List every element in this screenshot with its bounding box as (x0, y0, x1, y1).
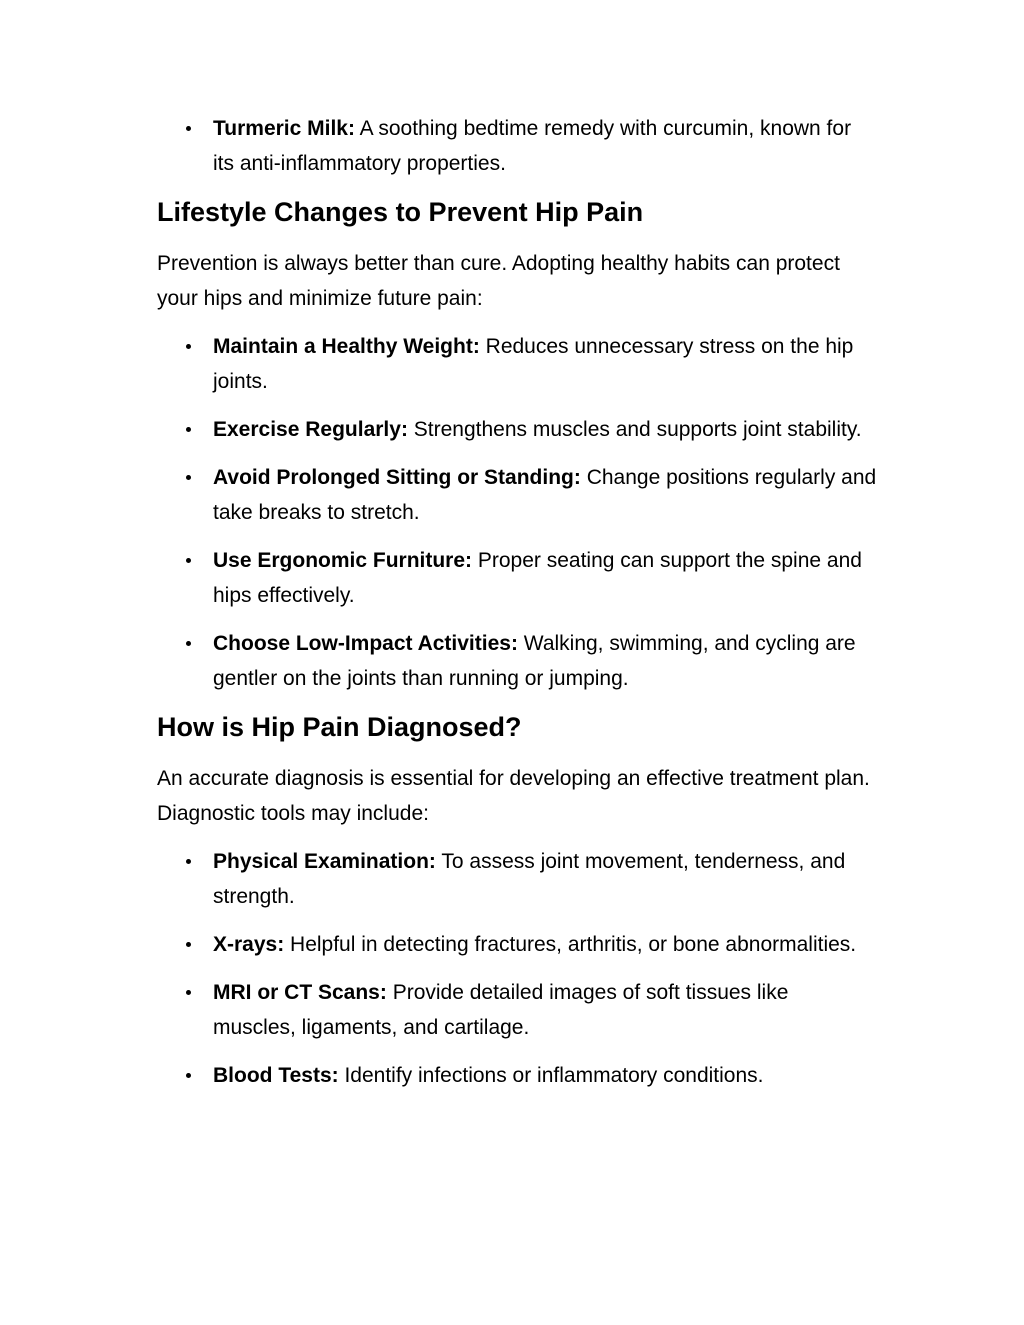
bullet-icon (186, 641, 191, 646)
list-item-term: Use Ergonomic Furniture: (213, 549, 473, 572)
list-item (157, 543, 877, 613)
list-item-term: Avoid Prolonged Sitting or Standing: (213, 466, 581, 489)
section-heading-diagnosis: How is Hip Pain Diagnosed? (157, 712, 522, 742)
bullet-icon (186, 558, 191, 563)
list-item (157, 626, 877, 696)
intro-list (157, 111, 877, 181)
bullet-icon (186, 126, 191, 131)
list-item (157, 1058, 877, 1093)
list-item-term: Turmeric Milk: (213, 117, 355, 140)
list-item (157, 412, 877, 447)
lifestyle-list (157, 329, 877, 696)
bullet-icon (186, 1073, 191, 1078)
list-item-text: Reduces unnecessary stress on the hip joints. (213, 335, 854, 393)
list-item-text: Change positions regularly and take breaks to stretch. (213, 466, 877, 524)
document-page (157, 111, 877, 1106)
bullet-icon (186, 859, 191, 864)
list-item-term: MRI or CT Scans: (213, 981, 387, 1004)
list-item (157, 975, 877, 1045)
list-item-term: Physical Examination: (213, 850, 436, 873)
list-item (157, 927, 877, 962)
list-item-term: Maintain a Healthy Weight: (213, 335, 480, 358)
list-item (157, 460, 877, 530)
section-paragraph-diagnosis: An accurate diagnosis is essential for developing an effective treatment plan. Diagnostic tools may include: (157, 767, 870, 825)
list-item-text: To assess joint movement, tenderness, and strength. (213, 850, 846, 908)
list-item (157, 111, 877, 181)
list-item-term: Blood Tests: (213, 1064, 339, 1087)
diagnosis-list (157, 844, 877, 1093)
bullet-icon (186, 427, 191, 432)
list-item-text: Helpful in detecting fractures, arthritis, or bone abnormalities. (284, 933, 857, 956)
list-item-term: X-rays: (213, 933, 285, 956)
list-item-text: Identify infections or inflammatory conditions. (338, 1064, 764, 1087)
list-item-text: Strengthens muscles and supports joint stability. (407, 418, 862, 441)
list-item-text: Walking, swimming, and cycling are gentler on the joints than running or jumping. (213, 632, 856, 690)
list-item (157, 844, 877, 914)
bullet-icon (186, 942, 191, 947)
list-item-term: Exercise Regularly: (213, 418, 408, 441)
bullet-icon (186, 344, 191, 349)
bullet-icon (186, 990, 191, 995)
list-item-term: Choose Low-Impact Activities: (213, 632, 518, 655)
list-item-text: Provide detailed images of soft tissues like muscles, ligaments, and cartilage. (213, 981, 789, 1039)
section-paragraph-lifestyle: Prevention is always better than cure. Adopting healthy habits can protect your hips and minimize future pain: (157, 252, 840, 310)
bullet-icon (186, 475, 191, 480)
list-item-text: Proper seating can support the spine and hips effectively. (213, 549, 862, 607)
section-heading-lifestyle: Lifestyle Changes to Prevent Hip Pain (157, 197, 644, 227)
list-item-text: A soothing bedtime remedy with curcumin, known for its anti-inflammatory properties. (213, 117, 852, 175)
list-item (157, 329, 877, 399)
